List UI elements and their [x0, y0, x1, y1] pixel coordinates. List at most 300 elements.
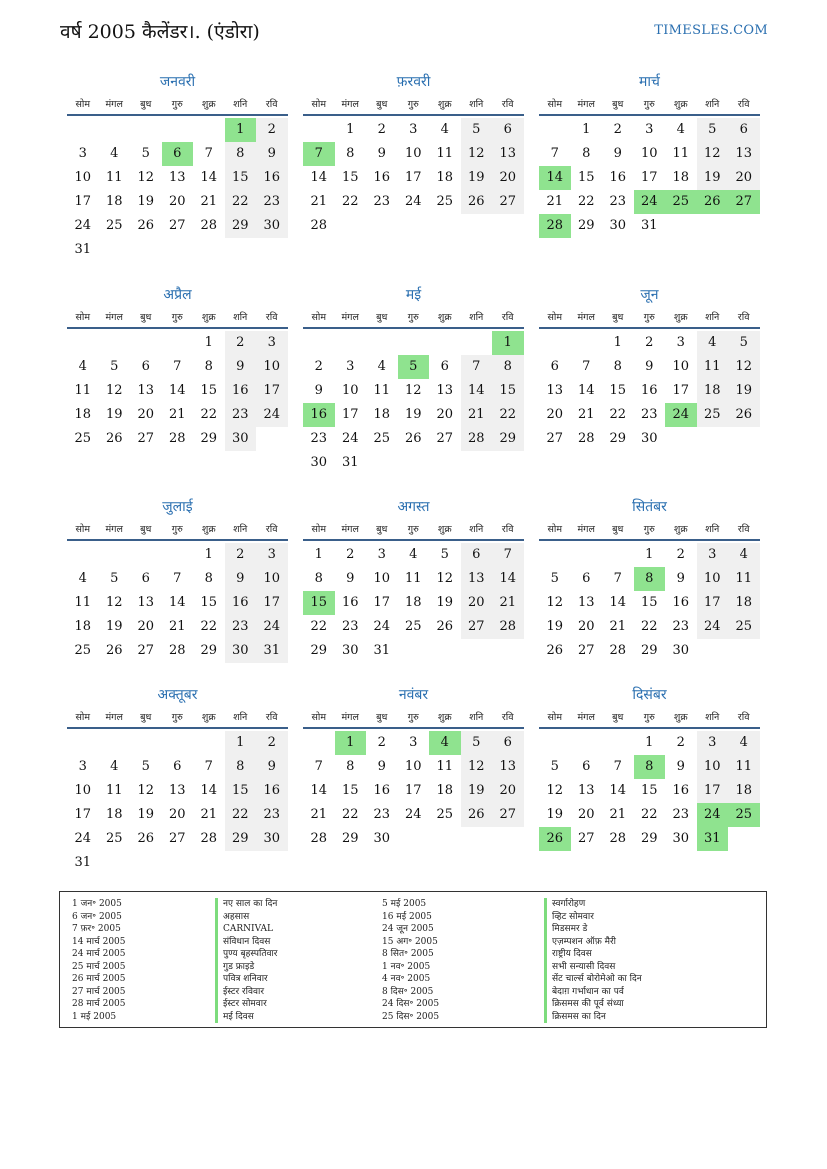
day-cell: 5: [110, 359, 119, 374]
day-cell: 19: [461, 779, 493, 803]
holiday-day: 1: [335, 731, 367, 755]
day-cell: 28: [310, 218, 328, 233]
day-cell: 23: [225, 615, 257, 639]
day-cell: 24: [404, 807, 422, 822]
empty-cell: [162, 543, 194, 567]
empty-cell: [130, 118, 162, 142]
day-cell: 5: [697, 118, 729, 142]
weekday-label: रवि: [737, 311, 750, 323]
day-cell: 9: [256, 755, 288, 779]
weekday-label: मंगल: [577, 523, 595, 535]
day-cell: 2: [314, 359, 323, 374]
day-cell: 10: [672, 359, 690, 374]
legend-date: 1 मई 2005: [72, 1011, 117, 1022]
day-cell: 26: [728, 403, 760, 427]
day-cell: 27: [577, 643, 595, 658]
legend-date: 16 मई 2005: [382, 911, 432, 922]
day-cell: 7: [204, 759, 213, 774]
day-cell: 27: [137, 431, 155, 446]
day-cell: 5: [110, 571, 119, 586]
day-cell: 11: [697, 355, 729, 379]
day-cell: 15: [341, 170, 359, 185]
weekday-label: सोम: [311, 711, 327, 723]
weekday-label: सोम: [547, 311, 563, 323]
day-cell: 5: [440, 547, 449, 562]
legend-date: 14 मार्च 2005: [72, 936, 126, 947]
legend-date: 15 अग॰ 2005: [382, 936, 438, 947]
day-cell: 19: [137, 807, 155, 822]
day-cell: 17: [256, 591, 288, 615]
day-cell: 24: [404, 194, 422, 209]
day-cell: 22: [577, 194, 595, 209]
empty-cell: [461, 331, 493, 355]
day-cell: 3: [409, 735, 418, 750]
legend-date: 4 नव॰ 2005: [382, 974, 431, 984]
day-cell: 23: [256, 190, 288, 214]
day-cell: 27: [137, 643, 155, 658]
day-cell: 18: [105, 194, 123, 209]
weekday-label: मंगल: [341, 523, 359, 535]
weekday-label: गुरु: [171, 311, 183, 323]
day-cell: 24: [74, 218, 92, 233]
day-cell: 29: [640, 831, 658, 846]
month-name: फ़रवरी: [396, 74, 431, 90]
day-cell: 2: [346, 547, 355, 562]
month-block: [303, 497, 524, 663]
day-cell: 1: [582, 122, 591, 137]
day-grid: [539, 331, 760, 451]
day-cell: 18: [436, 783, 454, 798]
day-cell: 30: [672, 831, 690, 846]
day-cell: 31: [74, 855, 92, 870]
weekday-label: बुध: [376, 311, 388, 323]
holiday-day: 26: [539, 827, 571, 851]
day-cell: 2: [256, 731, 288, 755]
day-cell: 13: [577, 595, 595, 610]
day-cell: 2: [377, 122, 386, 137]
day-cell: 16: [256, 166, 288, 190]
day-cell: 16: [640, 383, 658, 398]
day-cell: 29: [492, 427, 524, 451]
day-cell: 13: [546, 383, 564, 398]
holiday-day: 14: [539, 166, 571, 190]
day-cell: 31: [341, 455, 359, 470]
day-cell: 11: [436, 759, 454, 774]
empty-cell: [571, 543, 603, 567]
day-cell: 7: [461, 355, 493, 379]
day-cell: 9: [225, 355, 257, 379]
day-cell: 2: [377, 735, 386, 750]
day-cell: 29: [200, 643, 218, 658]
day-cell: 22: [640, 807, 658, 822]
legend-date: 24 जून 2005: [382, 924, 434, 934]
day-cell: 30: [225, 427, 257, 451]
empty-cell: [99, 543, 131, 567]
day-cell: 6: [582, 759, 591, 774]
day-cell: 8: [204, 571, 213, 586]
day-cell: 22: [492, 403, 524, 427]
weekday-label: शुक्र: [673, 311, 688, 323]
legend-date: 7 फ़र॰ 2005: [72, 924, 121, 934]
weekday-label: गुरु: [643, 711, 655, 723]
weekday-header: [539, 517, 760, 541]
day-cell: 10: [256, 355, 288, 379]
weekday-label: बुध: [376, 711, 388, 723]
day-cell: 26: [137, 218, 155, 233]
day-cell: 27: [492, 190, 524, 214]
day-cell: 19: [697, 166, 729, 190]
day-cell: 20: [168, 194, 186, 209]
day-cell: 30: [373, 831, 391, 846]
day-cell: 1: [225, 731, 257, 755]
day-cell: 15: [640, 595, 658, 610]
weekday-label: रवि: [737, 711, 750, 723]
day-cell: 4: [78, 571, 87, 586]
month-block: [303, 285, 524, 475]
day-cell: 20: [577, 619, 595, 634]
day-cell: 1: [314, 547, 323, 562]
day-cell: 11: [105, 783, 123, 798]
weekday-label: शुक्र: [437, 711, 452, 723]
empty-cell: [130, 543, 162, 567]
weekday-label: रवि: [737, 523, 750, 535]
day-cell: 30: [609, 218, 627, 233]
day-cell: 20: [168, 807, 186, 822]
day-grid: [303, 331, 524, 475]
day-cell: 1: [204, 547, 213, 562]
day-cell: 17: [341, 407, 359, 422]
day-cell: 9: [225, 567, 257, 591]
legend-date: 1 जन॰ 2005: [72, 899, 122, 909]
day-cell: 25: [697, 403, 729, 427]
legend-holiday-name: स्वर्गारोहण: [544, 898, 642, 911]
day-cell: 19: [105, 619, 123, 634]
day-cell: 10: [74, 170, 92, 185]
day-cell: 22: [310, 619, 328, 634]
holiday-day: 4: [429, 731, 461, 755]
month-block: [539, 72, 760, 238]
day-cell: 6: [141, 571, 150, 586]
day-cell: 30: [310, 455, 328, 470]
legend-holiday-name: अहसास: [215, 911, 277, 924]
day-cell: 21: [609, 619, 627, 634]
weekday-label: शुक्र: [673, 98, 688, 110]
day-cell: 28: [461, 427, 493, 451]
month-name: नवंबर: [398, 687, 429, 703]
day-cell: 8: [346, 759, 355, 774]
day-cell: 8: [346, 146, 355, 161]
day-cell: 8: [225, 755, 257, 779]
month-name: जून: [640, 287, 659, 303]
weekday-label: बुध: [612, 98, 624, 110]
day-cell: 15: [492, 379, 524, 403]
day-cell: 15: [640, 783, 658, 798]
legend-date: 5 मई 2005: [382, 899, 427, 909]
weekday-label: बुध: [140, 711, 152, 723]
day-cell: 13: [436, 383, 454, 398]
weekday-label: शनि: [469, 98, 484, 110]
month-name: दिसंबर: [632, 687, 667, 703]
day-cell: 3: [645, 122, 654, 137]
holiday-day: 8: [634, 755, 666, 779]
weekday-label: बुध: [140, 311, 152, 323]
day-cell: 15: [577, 170, 595, 185]
day-grid: [303, 543, 524, 663]
weekday-label: सोम: [75, 711, 91, 723]
day-cell: 26: [461, 190, 493, 214]
day-cell: 11: [373, 383, 391, 398]
day-cell: 18: [105, 807, 123, 822]
month-block: [539, 685, 760, 851]
day-cell: 7: [550, 146, 559, 161]
weekday-label: सोम: [547, 711, 563, 723]
weekday-label: रवि: [501, 711, 514, 723]
month-block: [303, 685, 524, 851]
holiday-day: 8: [634, 567, 666, 591]
day-cell: 16: [256, 779, 288, 803]
day-cell: 22: [200, 407, 218, 422]
day-cell: 14: [609, 783, 627, 798]
weekday-label: गुरु: [643, 523, 655, 535]
day-cell: 27: [461, 615, 493, 639]
day-cell: 19: [105, 407, 123, 422]
legend-holiday-name: क्रिसमस की पूर्व संध्या: [544, 998, 642, 1011]
empty-cell: [303, 731, 335, 755]
empty-cell: [162, 731, 194, 755]
day-cell: 4: [728, 543, 760, 567]
day-cell: 19: [137, 194, 155, 209]
day-cell: 20: [577, 807, 595, 822]
day-cell: 22: [225, 190, 257, 214]
weekday-label: मंगल: [105, 711, 123, 723]
day-cell: 6: [550, 359, 559, 374]
weekday-label: रवि: [265, 311, 278, 323]
day-cell: 9: [256, 142, 288, 166]
legend-holiday-name: बेदाग़ गर्भाधान का पर्व: [544, 986, 642, 999]
day-cell: 9: [377, 146, 386, 161]
legend-holiday-name: क्रिसमस का दिन: [544, 1011, 642, 1024]
day-cell: 4: [440, 122, 449, 137]
day-cell: 5: [461, 731, 493, 755]
day-cell: 23: [373, 194, 391, 209]
day-cell: 28: [168, 431, 186, 446]
day-cell: 31: [256, 639, 288, 663]
weekday-label: गुरु: [643, 311, 655, 323]
day-cell: 11: [728, 755, 760, 779]
day-cell: 2: [613, 122, 622, 137]
day-cell: 3: [78, 759, 87, 774]
day-cell: 1: [204, 335, 213, 350]
month-name: अप्रैल: [163, 287, 192, 303]
day-cell: 13: [137, 595, 155, 610]
holiday-day: 31: [697, 827, 729, 851]
day-cell: 12: [105, 383, 123, 398]
day-cell: 17: [74, 807, 92, 822]
day-cell: 18: [728, 591, 760, 615]
day-cell: 1: [645, 547, 654, 562]
legend-holiday-name: सभी सन्यासी दिवस: [544, 961, 642, 974]
holiday-day: 15: [303, 591, 335, 615]
empty-cell: [193, 731, 225, 755]
day-cell: 2: [676, 547, 685, 562]
weekday-label: सोम: [75, 98, 91, 110]
day-cell: 3: [256, 543, 288, 567]
day-cell: 13: [168, 170, 186, 185]
day-cell: 25: [74, 643, 92, 658]
weekday-label: शनि: [233, 523, 248, 535]
legend-holiday-name: नए साल का दिन: [215, 898, 277, 911]
empty-cell: [571, 731, 603, 755]
month-block: [67, 497, 288, 663]
day-cell: 17: [697, 779, 729, 803]
day-cell: 14: [577, 383, 595, 398]
day-cell: 13: [168, 783, 186, 798]
weekday-label: शुक्र: [201, 523, 216, 535]
day-cell: 8: [204, 359, 213, 374]
empty-cell: [602, 543, 634, 567]
day-cell: 16: [672, 783, 690, 798]
day-cell: 7: [314, 759, 323, 774]
day-grid: [303, 118, 524, 238]
day-cell: 11: [404, 571, 422, 586]
weekday-label: रवि: [265, 711, 278, 723]
empty-cell: [193, 118, 225, 142]
day-cell: 8: [314, 571, 323, 586]
month-name: जुलाई: [162, 499, 193, 515]
day-cell: 23: [225, 403, 257, 427]
empty-cell: [429, 331, 461, 355]
day-cell: 20: [436, 407, 454, 422]
legend-date: 1 नव॰ 2005: [382, 961, 431, 972]
empty-cell: [539, 543, 571, 567]
day-cell: 12: [546, 595, 564, 610]
day-cell: 17: [404, 170, 422, 185]
day-cell: 26: [137, 831, 155, 846]
day-cell: 16: [225, 591, 257, 615]
empty-cell: [99, 731, 131, 755]
day-cell: 2: [225, 543, 257, 567]
day-cell: 30: [341, 643, 359, 658]
day-cell: 21: [609, 807, 627, 822]
holiday-day: 25: [665, 190, 697, 214]
legend-date-column: [72, 898, 126, 1023]
day-cell: 31: [74, 242, 92, 257]
legend-name-column: [215, 898, 277, 1023]
weekday-label: मंगल: [105, 523, 123, 535]
day-cell: 5: [550, 571, 559, 586]
day-cell: 29: [310, 643, 328, 658]
page-title: वर्ष 2005 कैलेंडर।. (एंडोरा): [60, 21, 260, 43]
day-cell: 6: [492, 731, 524, 755]
day-cell: 3: [346, 359, 355, 374]
day-cell: 7: [613, 571, 622, 586]
weekday-label: सोम: [311, 311, 327, 323]
day-cell: 28: [577, 431, 595, 446]
day-cell: 10: [341, 383, 359, 398]
month-block: [67, 685, 288, 875]
day-cell: 20: [137, 619, 155, 634]
day-cell: 3: [697, 731, 729, 755]
legend-date: 24 दिस॰ 2005: [382, 999, 440, 1009]
holiday-day: 16: [303, 403, 335, 427]
holiday-day: 25: [728, 803, 760, 827]
day-cell: 7: [613, 759, 622, 774]
legend-holiday-name: व्हिट सोमवार: [544, 911, 642, 924]
day-cell: 12: [137, 170, 155, 185]
day-cell: 24: [341, 431, 359, 446]
day-cell: 26: [546, 643, 564, 658]
day-cell: 14: [168, 383, 186, 398]
legend-date: 6 जन॰ 2005: [72, 911, 122, 922]
day-cell: 13: [728, 142, 760, 166]
day-cell: 11: [672, 146, 690, 161]
day-cell: 6: [728, 118, 760, 142]
day-cell: 13: [137, 383, 155, 398]
day-cell: 15: [225, 779, 257, 803]
empty-cell: [539, 731, 571, 755]
weekday-label: शनि: [705, 311, 720, 323]
day-cell: 19: [546, 807, 564, 822]
weekday-label: सोम: [75, 311, 91, 323]
day-cell: 17: [697, 591, 729, 615]
day-cell: 31: [640, 218, 658, 233]
day-cell: 14: [200, 170, 218, 185]
day-cell: 28: [609, 643, 627, 658]
empty-cell: [335, 331, 367, 355]
weekday-label: शुक्र: [437, 311, 452, 323]
day-cell: 18: [436, 170, 454, 185]
legend-holiday-name: राष्ट्रीय दिवस: [544, 948, 642, 961]
day-cell: 12: [137, 783, 155, 798]
legend-name-column: [544, 898, 642, 1023]
weekday-label: बुध: [140, 98, 152, 110]
weekday-label: गुरु: [643, 98, 655, 110]
day-cell: 20: [492, 779, 524, 803]
day-cell: 16: [672, 595, 690, 610]
day-cell: 14: [168, 595, 186, 610]
day-cell: 19: [728, 379, 760, 403]
day-cell: 23: [672, 619, 690, 634]
day-cell: 28: [492, 615, 524, 639]
day-cell: 8: [225, 142, 257, 166]
day-cell: 2: [256, 118, 288, 142]
day-cell: 5: [141, 759, 150, 774]
day-cell: 16: [225, 379, 257, 403]
empty-cell: [162, 331, 194, 355]
empty-cell: [99, 118, 131, 142]
holiday-day: 24: [634, 190, 666, 214]
day-cell: 1: [645, 735, 654, 750]
weekday-label: गुरु: [407, 98, 419, 110]
day-cell: 25: [404, 619, 422, 634]
day-cell: 9: [346, 571, 355, 586]
weekday-label: शनि: [469, 311, 484, 323]
day-cell: 3: [78, 146, 87, 161]
day-cell: 24: [373, 619, 391, 634]
legend-holiday-name: एज़म्पशन ऑफ़ मैरी: [544, 936, 642, 949]
weekday-label: बुध: [376, 523, 388, 535]
month-name: जनवरी: [159, 74, 196, 90]
day-cell: 18: [74, 619, 92, 634]
empty-cell: [67, 731, 99, 755]
day-cell: 4: [728, 731, 760, 755]
day-cell: 12: [546, 783, 564, 798]
day-cell: 16: [373, 170, 391, 185]
month-name: सितंबर: [632, 499, 667, 515]
day-cell: 12: [461, 755, 493, 779]
day-cell: 10: [256, 567, 288, 591]
day-cell: 14: [461, 379, 493, 403]
